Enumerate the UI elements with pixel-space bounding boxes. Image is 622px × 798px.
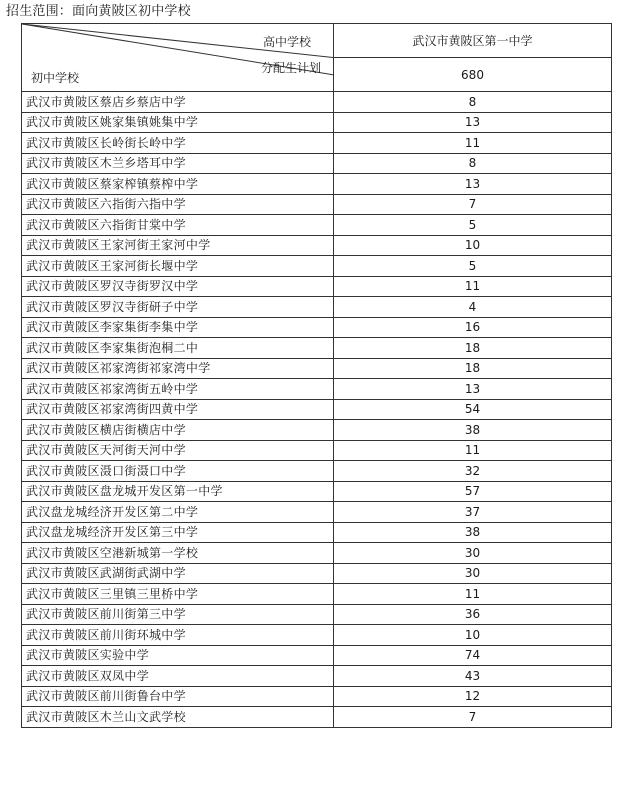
high-school-name: 武汉市黄陂区第一中学: [334, 24, 612, 58]
junior-school-name: 武汉市黄陂区前川街环城中学: [22, 625, 334, 646]
junior-school-name: 武汉市黄陂区盘龙城开发区第一中学: [22, 481, 334, 502]
allocation-quota: 7: [334, 194, 612, 215]
diagonal-header-cell: [22, 24, 334, 92]
junior-school-name: 武汉市黄陂区祁家湾街四黄中学: [22, 399, 334, 420]
allocation-quota: 16: [334, 317, 612, 338]
table-row: [22, 625, 612, 646]
senior-school-header: 高中学校: [262, 35, 311, 49]
junior-school-name: 武汉市黄陂区木兰乡塔耳中学: [22, 153, 334, 174]
table-row: [22, 276, 612, 297]
allocation-quota: 13: [334, 379, 612, 400]
junior-school-name: 武汉市黄陂区三里镇三里桥中学: [22, 584, 334, 605]
table-row: [22, 235, 612, 256]
allocation-quota: 13: [334, 112, 612, 133]
allocation-quota: 8: [334, 92, 612, 113]
allocation-quota: 11: [334, 440, 612, 461]
allocation-quota: 12: [334, 686, 612, 707]
header-row: [22, 24, 612, 58]
quota-table: [21, 23, 612, 728]
junior-school-name: 武汉市黄陂区木兰山文武学校: [22, 707, 334, 728]
table-row: [22, 112, 612, 133]
junior-school-name: 武汉市黄陂区罗汉寺街研子中学: [22, 297, 334, 318]
junior-school-name: 武汉市黄陂区祁家湾街五岭中学: [22, 379, 334, 400]
junior-school-name: 武汉盘龙城经济开发区第三中学: [22, 522, 334, 543]
junior-school-name: 武汉市黄陂区武湖街武湖中学: [22, 563, 334, 584]
table-row: [22, 686, 612, 707]
table-row: [22, 358, 612, 379]
table-row: [22, 399, 612, 420]
allocation-quota: 7: [334, 707, 612, 728]
allocation-quota: 18: [334, 358, 612, 379]
table-row: [22, 92, 612, 113]
quota-table-body: [22, 24, 612, 728]
allocation-quota: 57: [334, 481, 612, 502]
table-row: [22, 256, 612, 277]
allocation-quota: 4: [334, 297, 612, 318]
allocation-quota: 30: [334, 563, 612, 584]
allocation-quota: 18: [334, 338, 612, 359]
allocation-quota: 37: [334, 502, 612, 523]
table-row: [22, 543, 612, 564]
allocation-quota: 38: [334, 522, 612, 543]
junior-school-name: 武汉市黄陂区蔡店乡蔡店中学: [22, 92, 334, 113]
allocation-quota: 36: [334, 604, 612, 625]
table-row: [22, 707, 612, 728]
junior-school-name: 武汉市黄陂区李家集街泡桐二中: [22, 338, 334, 359]
junior-school-name: 武汉市黄陂区罗汉寺街罗汉中学: [22, 276, 334, 297]
junior-school-name: 武汉市黄陂区长岭街长岭中学: [22, 133, 334, 154]
junior-school-name: 武汉市黄陂区空港新城第一学校: [22, 543, 334, 564]
table-row: [22, 153, 612, 174]
junior-school-name: 武汉市黄陂区祁家湾街祁家湾中学: [22, 358, 334, 379]
table-row: [22, 317, 612, 338]
allocation-quota: 74: [334, 645, 612, 666]
table-row: [22, 481, 612, 502]
allocation-quota: 30: [334, 543, 612, 564]
junior-school-name: 武汉市黄陂区横店街横店中学: [22, 420, 334, 441]
table-row: [22, 379, 612, 400]
table-row: [22, 194, 612, 215]
table-row: [22, 563, 612, 584]
junior-school-name: 武汉市黄陂区李家集街李集中学: [22, 317, 334, 338]
junior-school-name: 武汉市黄陂区前川街鲁台中学: [22, 686, 334, 707]
table-row: [22, 584, 612, 605]
allocation-quota: 32: [334, 461, 612, 482]
junior-school-name: 武汉市黄陂区双凤中学: [22, 666, 334, 687]
allocation-quota: 43: [334, 666, 612, 687]
junior-school-header: 初中学校: [31, 71, 80, 85]
table-row: [22, 297, 612, 318]
table-row: [22, 420, 612, 441]
junior-school-name: 武汉市黄陂区王家河街王家河中学: [22, 235, 334, 256]
allocation-quota: 11: [334, 133, 612, 154]
table-row: [22, 174, 612, 195]
junior-school-name: 武汉市黄陂区实验中学: [22, 645, 334, 666]
table-row: [22, 666, 612, 687]
junior-school-name: 武汉市黄陂区六指街六指中学: [22, 194, 334, 215]
junior-school-name: 武汉市黄陂区滠口街滠口中学: [22, 461, 334, 482]
junior-school-name: 武汉市黄陂区六指街甘棠中学: [22, 215, 334, 236]
table-row: [22, 440, 612, 461]
junior-school-name: 武汉市黄陂区王家河街长堰中学: [22, 256, 334, 277]
table-row: [22, 502, 612, 523]
allocation-quota: 5: [334, 215, 612, 236]
allocation-quota: 11: [334, 584, 612, 605]
junior-school-name: 武汉市黄陂区前川街第三中学: [22, 604, 334, 625]
allocation-quota: 54: [334, 399, 612, 420]
allocation-quota: 10: [334, 625, 612, 646]
table-row: [22, 604, 612, 625]
table-row: [22, 133, 612, 154]
allocation-quota: 10: [334, 235, 612, 256]
allocation-quota: 13: [334, 174, 612, 195]
junior-school-name: 武汉市黄陂区蔡家榨镇蔡榨中学: [22, 174, 334, 195]
page-caption: 招生范围：面向黄陂区初中学校: [6, 4, 191, 19]
table-row: [22, 461, 612, 482]
junior-school-name: 武汉盘龙城经济开发区第二中学: [22, 502, 334, 523]
total-quota: 680: [334, 58, 612, 92]
table-row: [22, 645, 612, 666]
table-row: [22, 522, 612, 543]
allocation-plan-header: 分配生计划: [260, 61, 321, 75]
allocation-quota: 38: [334, 420, 612, 441]
junior-school-name: 武汉市黄陂区天河街天河中学: [22, 440, 334, 461]
table-row: [22, 215, 612, 236]
junior-school-name: 武汉市黄陂区姚家集镇姚集中学: [22, 112, 334, 133]
allocation-quota: 11: [334, 276, 612, 297]
table-row: [22, 338, 612, 359]
allocation-quota: 8: [334, 153, 612, 174]
allocation-quota: 5: [334, 256, 612, 277]
